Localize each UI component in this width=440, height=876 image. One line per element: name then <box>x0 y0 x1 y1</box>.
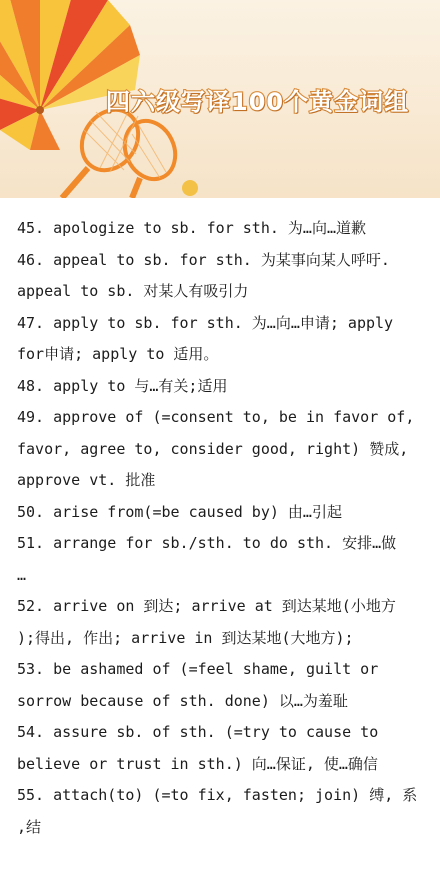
text-line: believe or trust in sth.) 向…保证, 使…确信 <box>17 754 378 773</box>
text-line: 55. attach(to) (=to fix, fasten; join) 缚, 系 <box>17 786 418 804</box>
text-line: approve vt. 批准 <box>17 471 156 489</box>
banner-title: 四六级写译100个黄金词组 <box>106 88 410 116</box>
tennis-ball-icon <box>182 180 198 196</box>
text-line: … <box>17 565 27 584</box>
text-line: for申请; apply to 适用。 <box>17 345 219 363</box>
text-line: ,结 <box>17 817 42 836</box>
phrase-list <box>17 213 429 843</box>
text-line: appeal to sb. 对某人有吸引力 <box>17 282 249 300</box>
text-line: 54. assure sb. of sth. (=try to cause to <box>17 723 379 741</box>
header-banner <box>0 0 440 198</box>
text-line: 46. appeal to sb. for sth. 为某事向某人呼吁. <box>17 250 390 269</box>
text-line: 50. arise from(=be caused by) 由…引起 <box>17 502 342 521</box>
text-line: 53. be ashamed of (=feel shame, guilt or <box>17 660 379 678</box>
text-line: 47. apply to sb. for sth. 为…向…申请; apply <box>17 313 394 332</box>
text-line: 48. apply to 与…有关;适用 <box>17 376 228 395</box>
beach-umbrella-icon <box>0 0 140 150</box>
text-line: favor, agree to, consider good, right) 赞成, <box>17 439 409 458</box>
text-line: );得出, 作出; arrive in 到达某地(大地方); <box>17 628 354 647</box>
text-line: 52. arrive on 到达; arrive at 到达某地(小地方 <box>17 597 396 615</box>
text-line: sorrow because of sth. done) 以…为羞耻 <box>17 691 348 710</box>
text-line: 49. approve of (=consent to, be in favor of, <box>17 408 415 426</box>
text-line: 45. apologize to sb. for sth. 为…向…道歉 <box>17 219 366 237</box>
text-line: 51. arrange for sb./sth. to do sth. 安排…做 <box>17 534 397 552</box>
